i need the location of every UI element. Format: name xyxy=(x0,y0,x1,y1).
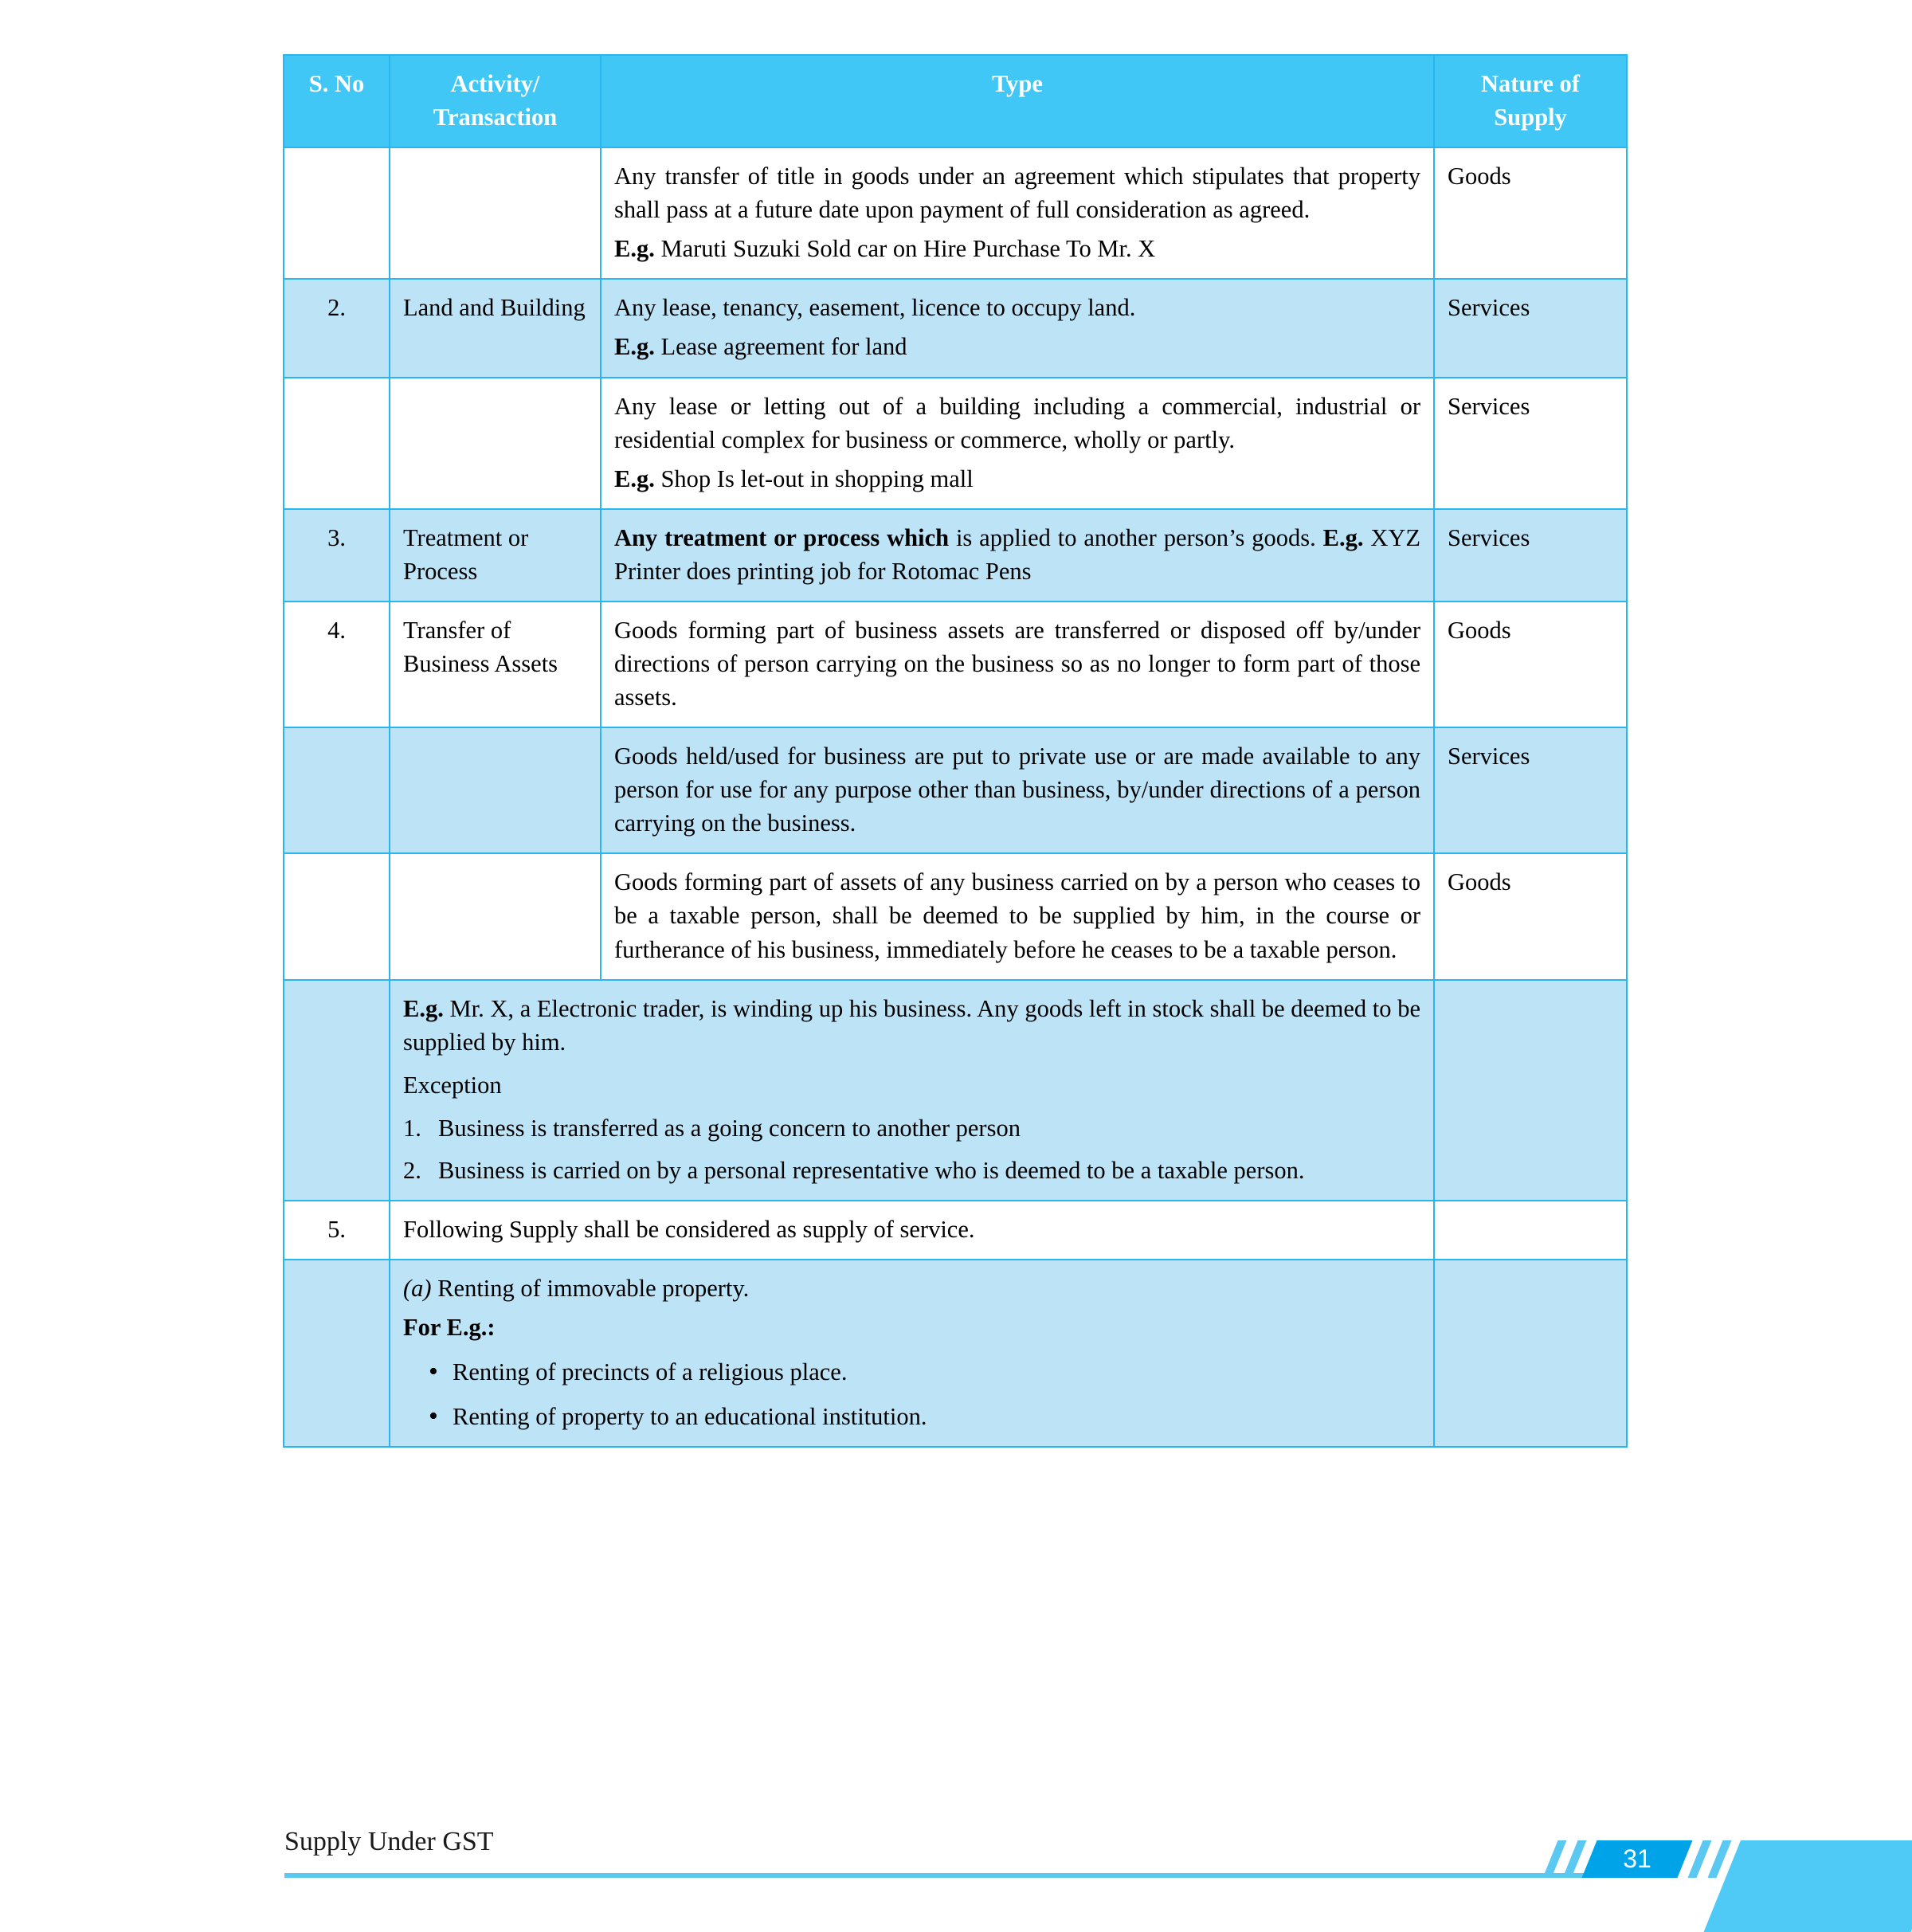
page-number-badge xyxy=(1582,1840,1693,1878)
bullet-icon: • xyxy=(429,1401,438,1432)
table-row xyxy=(284,853,1627,979)
example-label: E.g. xyxy=(614,333,655,361)
cell-type: Goods forming part of business assets are transferred or disposed off by/under directions of person carrying on the business so as no longer to form part of those assets. xyxy=(601,602,1434,727)
example-text: Shop Is let-out in shopping mall xyxy=(654,464,974,492)
table-body xyxy=(284,147,1627,1447)
cell-renting-block xyxy=(390,1260,1434,1447)
column-header-serial-number: S. No xyxy=(284,55,390,147)
example-text: Mr. X, a Electronic trader, is winding up his business. Any goods left in stock shall be deemed to be supplied by him. xyxy=(403,994,1420,1056)
cell-nature-of-supply xyxy=(1434,1201,1627,1260)
cell-nature-of-supply: Services xyxy=(1434,727,1627,853)
sub-clause-a xyxy=(403,1272,1420,1305)
page-number: 31 xyxy=(1623,1844,1651,1873)
table-row xyxy=(284,147,1627,279)
sub-clause-label: (a) xyxy=(403,1275,432,1303)
cell-activity xyxy=(390,727,601,853)
decorative-corner-block xyxy=(1704,1840,1912,1932)
table-header xyxy=(284,55,1627,147)
footer-decoration xyxy=(1546,1840,1912,1912)
cell-serial-number: 3. xyxy=(284,509,390,602)
example-label: E.g. xyxy=(403,994,444,1022)
cell-activity xyxy=(390,378,601,509)
exception-number: 1. xyxy=(403,1114,421,1142)
table-row xyxy=(284,602,1627,727)
nature-header-line-1: Nature of xyxy=(1481,70,1580,97)
renting-bullet-list xyxy=(403,1355,1420,1433)
cell-type xyxy=(601,279,1434,377)
bullet-text: Renting of precincts of a religious place. xyxy=(453,1358,848,1386)
cell-serial-number xyxy=(284,1260,390,1447)
cell-nature-of-supply: Services xyxy=(1434,509,1627,602)
cell-type: Goods forming part of assets of any business carried on by a person who ceases to be a taxable person, shall be deemed to be supplied by him, in the course or furtherance of his business, immediately before he ceases to be a taxable person. xyxy=(601,853,1434,979)
type-paragraph: Any transfer of title in goods under an agreement which stipulates that property shall pass at a future date upon payment of full consideration as agreed. xyxy=(614,163,1420,224)
type-rest: is applied to another person’s goods. xyxy=(949,523,1323,551)
table-row-example-exception xyxy=(284,980,1627,1201)
cell-activity: Land and Building xyxy=(390,279,601,377)
cell-example-exception xyxy=(390,980,1434,1201)
exception-text: Business is carried on by a personal representative who is deemed to be a taxable person. xyxy=(438,1156,1305,1184)
list-item xyxy=(403,1111,1420,1145)
header-row xyxy=(284,55,1627,147)
activity-header-line-2: Transaction xyxy=(433,104,558,131)
sub-clause-text: Renting of immovable property. xyxy=(431,1275,750,1303)
exception-number: 2. xyxy=(403,1156,421,1184)
type-example xyxy=(614,330,1420,363)
cell-nature-of-supply: Goods xyxy=(1434,602,1627,727)
example-label: E.g. xyxy=(614,464,655,492)
example-label: E.g. xyxy=(1322,523,1364,551)
cell-type xyxy=(601,509,1434,602)
example-label: E.g. xyxy=(614,235,655,263)
table-row-renting xyxy=(284,1260,1627,1447)
column-header-activity-transaction xyxy=(390,55,601,147)
cell-nature-of-supply: Services xyxy=(1434,378,1627,509)
list-item xyxy=(429,1400,1420,1433)
table-row xyxy=(284,378,1627,509)
cell-type xyxy=(601,147,1434,279)
supply-classification-table xyxy=(283,54,1628,1448)
cell-serial-number: 2. xyxy=(284,279,390,377)
type-paragraph xyxy=(614,521,1420,588)
cell-activity xyxy=(390,853,601,979)
list-item xyxy=(403,1154,1420,1187)
cell-serial-number xyxy=(284,980,390,1201)
table-row xyxy=(284,727,1627,853)
table-row xyxy=(284,1201,1627,1260)
cell-activity xyxy=(390,147,601,279)
cell-serial-number xyxy=(284,853,390,979)
exception-heading: Exception xyxy=(403,1071,502,1099)
footer-divider xyxy=(284,1873,1639,1878)
cell-serial-number xyxy=(284,378,390,509)
type-example xyxy=(614,462,1420,496)
type-paragraph: Any lease, tenancy, easement, licence to occupy land. xyxy=(614,294,1136,322)
type-bold-lead: Any treatment or process which xyxy=(614,523,950,551)
example-text: XYZ Printer does printing job for Rotomac Pens xyxy=(614,523,1421,585)
column-header-nature-of-supply xyxy=(1434,55,1627,147)
cell-serial-number: 4. xyxy=(284,602,390,727)
exception-text: Business is transferred as a going concern to another person xyxy=(438,1114,1021,1142)
activity-header-line-1: Activity/ xyxy=(450,70,540,97)
cell-serial-number xyxy=(284,147,390,279)
cell-type: Goods held/used for business are put to private use or are made available to any person for use for any purpose other than business, by/under directions of a person carrying on the business. xyxy=(601,727,1434,853)
cell-type xyxy=(601,378,1434,509)
cell-nature-of-supply xyxy=(1434,1260,1627,1447)
footer-chapter-title: Supply Under GST xyxy=(284,1827,494,1856)
cell-following-supply: Following Supply shall be considered as supply of service. xyxy=(390,1201,1434,1260)
exception-list xyxy=(403,1111,1420,1187)
cell-activity: Treatment or Process xyxy=(390,509,601,602)
cell-nature-of-supply: Services xyxy=(1434,279,1627,377)
cell-nature-of-supply: Goods xyxy=(1434,853,1627,979)
nature-header-line-2: Supply xyxy=(1494,104,1567,131)
table-row xyxy=(284,509,1627,602)
cell-nature-of-supply: Goods xyxy=(1434,147,1627,279)
example-text: Lease agreement for land xyxy=(654,333,907,361)
bullet-icon: • xyxy=(429,1357,438,1387)
page-footer xyxy=(0,1820,1912,1912)
cell-activity: Transfer of Business Assets xyxy=(390,602,601,727)
for-example-label: For E.g.: xyxy=(403,1314,496,1342)
list-item xyxy=(429,1355,1420,1389)
type-example xyxy=(614,232,1420,265)
decorative-stripe xyxy=(1543,1840,1567,1878)
example-paragraph xyxy=(403,992,1420,1059)
cell-nature-of-supply xyxy=(1434,980,1627,1201)
supply-classification-table-wrapper xyxy=(283,54,1626,1448)
table-row xyxy=(284,279,1627,377)
example-text: Maruti Suzuki Sold car on Hire Purchase To Mr. X xyxy=(654,235,1156,263)
type-paragraph: Any lease or letting out of a building including a commercial, industrial or residential complex for business or commerce, wholly or partly. xyxy=(614,392,1420,453)
bullet-text: Renting of property to an educational institution. xyxy=(453,1403,927,1431)
column-header-type: Type xyxy=(601,55,1434,147)
decorative-stripe xyxy=(1688,1840,1712,1878)
cell-serial-number: 5. xyxy=(284,1201,390,1260)
cell-serial-number xyxy=(284,727,390,853)
